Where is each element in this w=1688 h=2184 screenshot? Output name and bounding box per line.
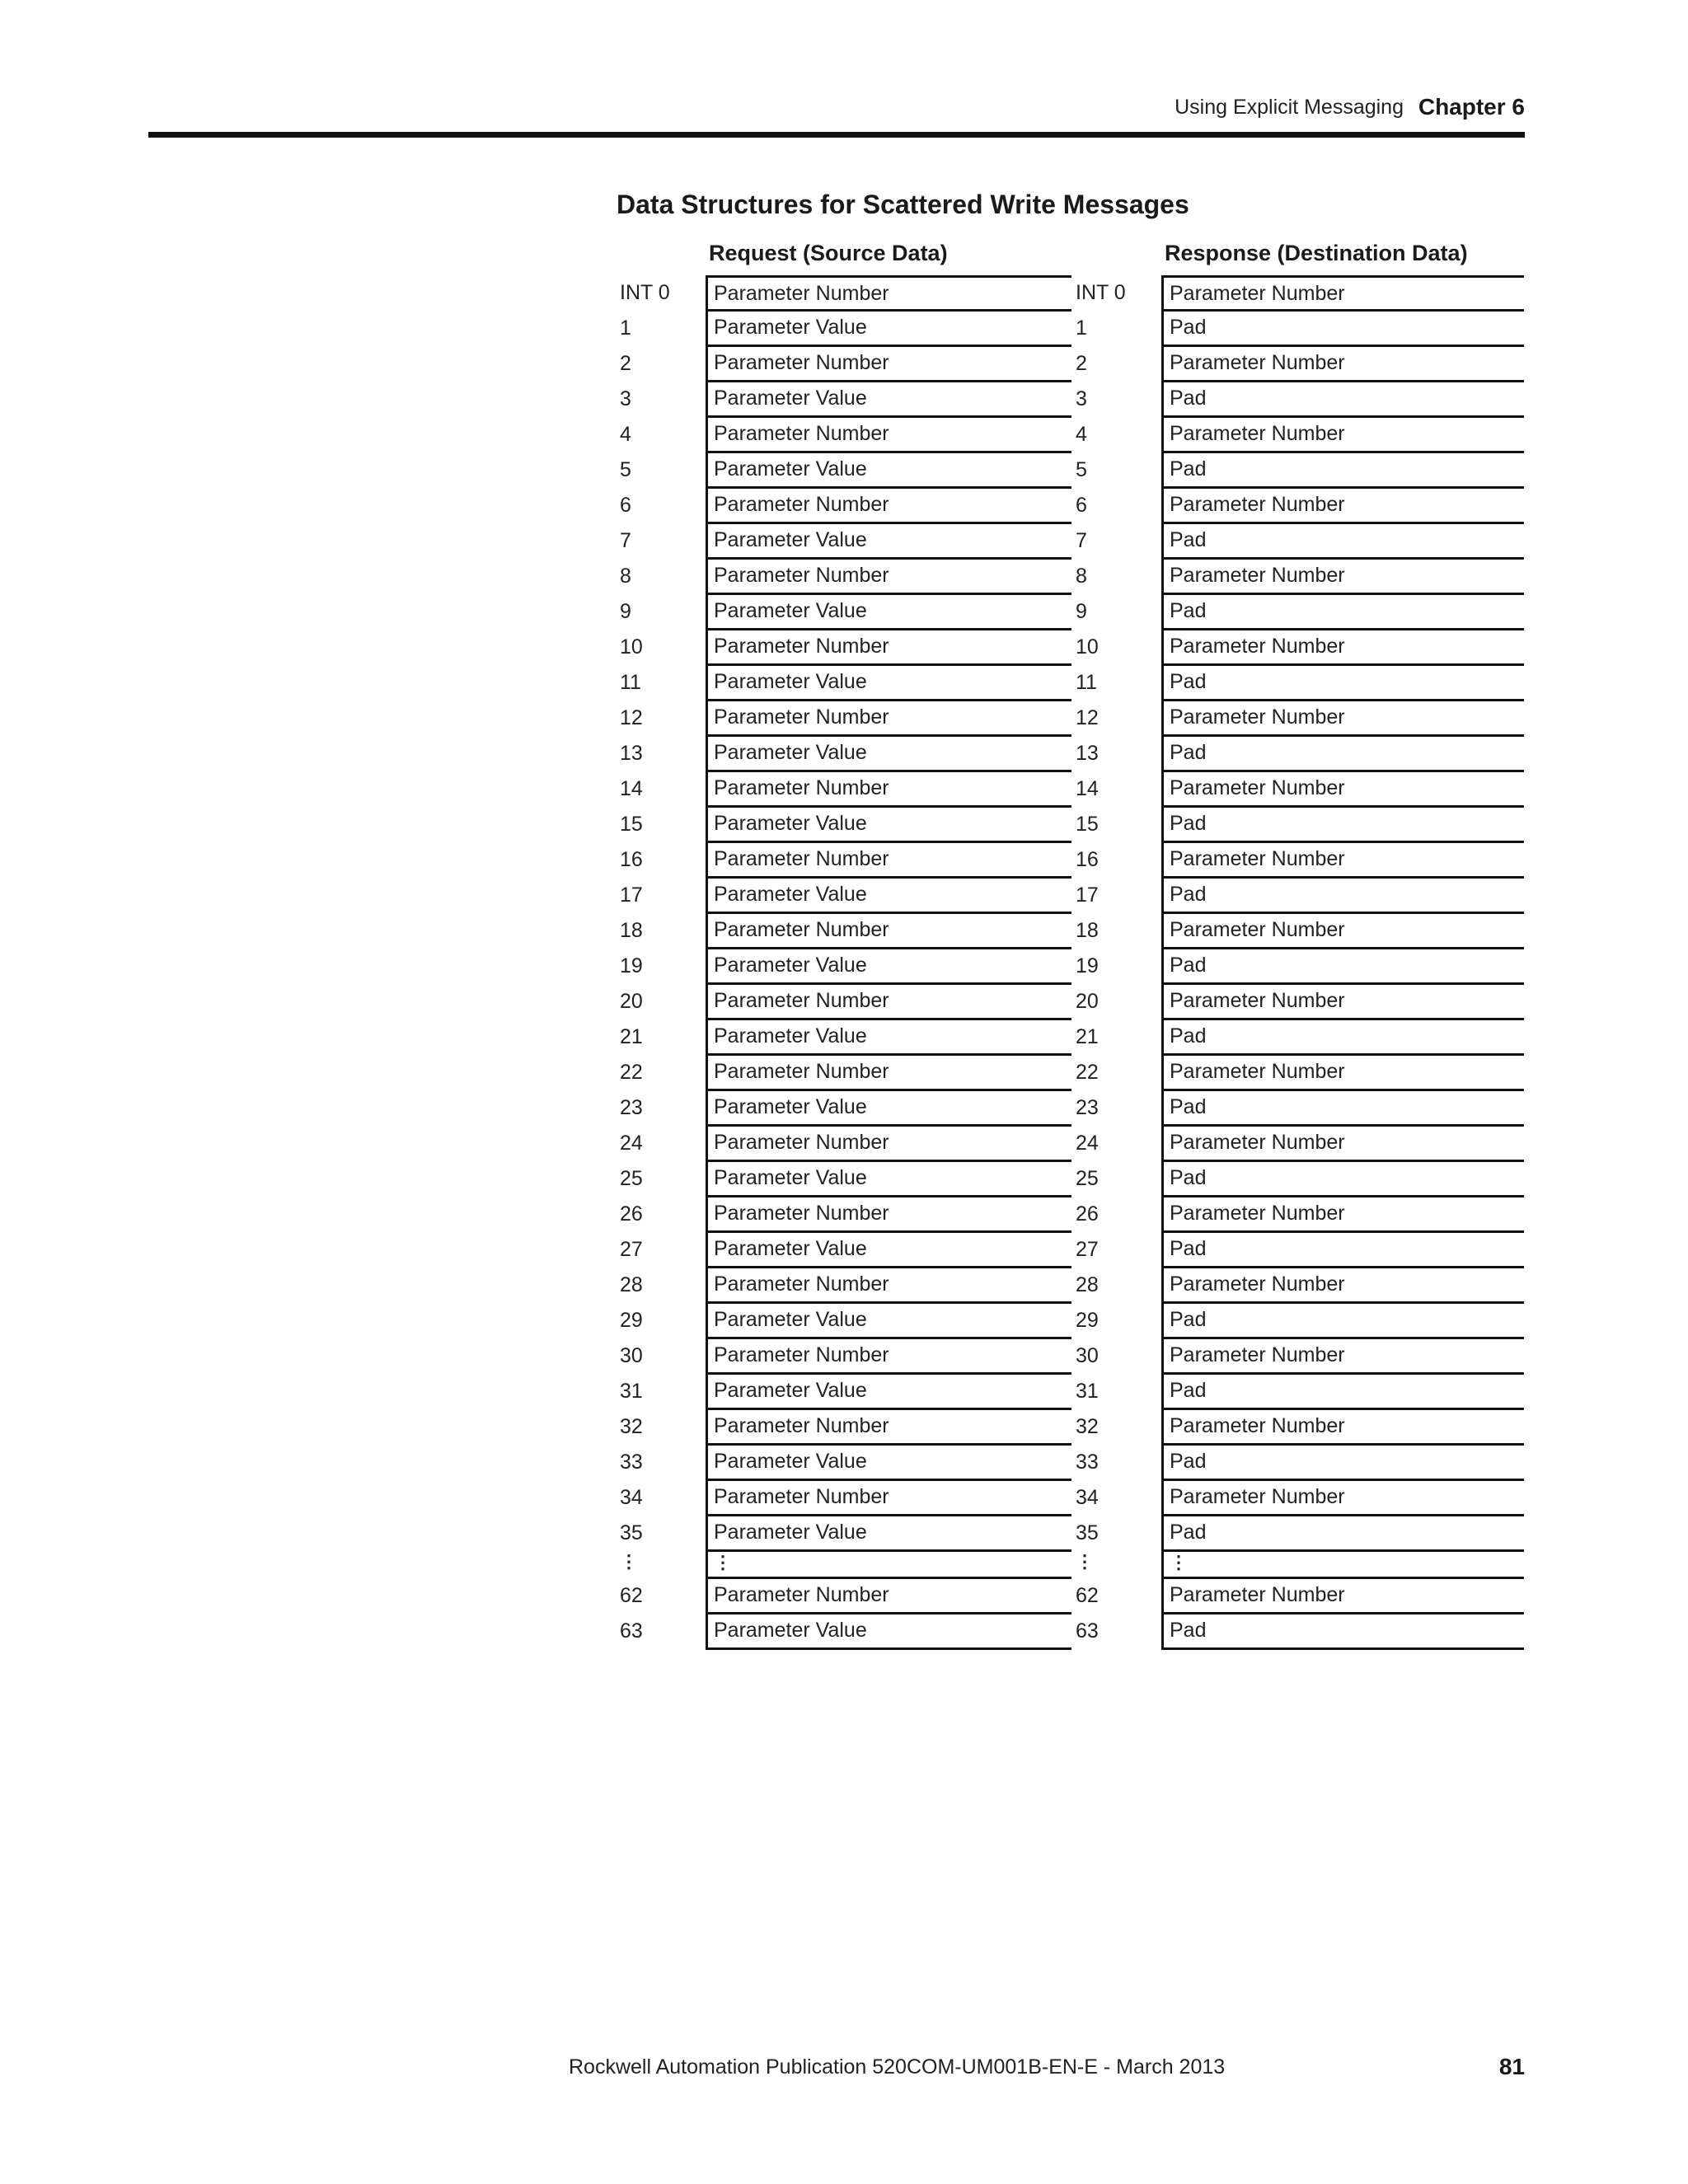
request-row-index: 27	[620, 1238, 643, 1261]
request-row-index: 3	[620, 387, 631, 410]
request-row-field: Parameter Value	[706, 665, 1071, 701]
response-row-field: Pad	[1161, 1516, 1524, 1552]
request-row-field: Parameter Value	[706, 1614, 1071, 1650]
request-row-field: Parameter Number	[706, 1338, 1071, 1375]
request-row-field: Parameter Value	[706, 949, 1071, 985]
response-row-index: 1	[1076, 316, 1087, 340]
request-row-index: 13	[620, 742, 643, 765]
request-row-field: Parameter Value	[706, 382, 1071, 418]
request-row-field: Parameter Value	[706, 523, 1071, 560]
response-row-index: 21	[1076, 1025, 1099, 1048]
response-row-index: 62	[1076, 1584, 1099, 1607]
request-row-index: 22	[620, 1061, 643, 1084]
response-row-index: 17	[1076, 883, 1099, 907]
response-ellipsis: ⋮	[1170, 1552, 1188, 1572]
response-row-index: 6	[1076, 494, 1087, 517]
response-row-index: 22	[1076, 1061, 1099, 1084]
request-row-index: 17	[620, 883, 643, 907]
request-row-index: 62	[620, 1584, 643, 1607]
request-row-field: Parameter Number	[706, 1409, 1071, 1446]
response-heading: Response (Destination Data)	[1165, 241, 1468, 265]
request-row-field: Parameter Value	[706, 1374, 1071, 1410]
request-row-index: 20	[620, 990, 643, 1013]
response-row-index: 18	[1076, 919, 1099, 942]
response-row-index: 2	[1076, 352, 1087, 375]
request-row-index: ⋮	[620, 1551, 638, 1572]
response-row-field: Pad	[1161, 311, 1524, 347]
request-row-index: 12	[620, 706, 643, 729]
request-row-index: 30	[620, 1344, 643, 1367]
request-row-index: 16	[620, 848, 643, 871]
response-row-index: 4	[1076, 423, 1087, 446]
request-row-field: Parameter Value	[706, 736, 1071, 772]
response-row-index: 11	[1076, 671, 1097, 694]
response-row-field: Pad	[1161, 1090, 1524, 1127]
response-row-field: Parameter Number	[1161, 275, 1524, 312]
response-row-field: Parameter Number	[1161, 1055, 1524, 1091]
request-row-field: Parameter Number	[706, 1126, 1071, 1162]
response-row-index: 7	[1076, 529, 1087, 552]
request-ellipsis: ⋮	[714, 1552, 732, 1572]
request-row-field: Parameter Number	[706, 984, 1071, 1020]
request-row-index: 31	[620, 1380, 643, 1403]
response-row-index: 12	[1076, 706, 1099, 729]
request-row-field: Parameter Number	[706, 913, 1071, 949]
section-title: Using Explicit Messaging	[1175, 96, 1404, 119]
request-row-field: Parameter Number	[706, 417, 1071, 453]
response-row-index: 27	[1076, 1238, 1099, 1261]
response-row-field: Pad	[1161, 1161, 1524, 1197]
response-row-field: Pad	[1161, 878, 1524, 914]
request-row-index: 8	[620, 565, 631, 588]
request-row-field: Parameter Number	[706, 346, 1071, 382]
request-heading: Request (Source Data)	[709, 241, 948, 265]
response-row-field: Pad	[1161, 1303, 1524, 1339]
request-row-field: Parameter Value	[706, 452, 1071, 489]
response-row-index: 28	[1076, 1273, 1099, 1296]
response-row-index: 26	[1076, 1202, 1099, 1226]
request-row-index: 29	[620, 1309, 643, 1332]
response-row-field: Pad	[1161, 1445, 1524, 1481]
response-row-index: 16	[1076, 848, 1099, 871]
response-row-index: 3	[1076, 387, 1087, 410]
response-row-field: Pad	[1161, 665, 1524, 701]
request-row-field: Parameter Number	[706, 771, 1071, 808]
response-row-field: Pad	[1161, 523, 1524, 560]
request-row-index: 26	[620, 1202, 643, 1226]
response-row-index: 8	[1076, 565, 1087, 588]
response-row-index: 19	[1076, 954, 1099, 977]
response-row-index: 31	[1076, 1380, 1099, 1403]
response-row-index: 15	[1076, 813, 1099, 836]
response-row-index: 33	[1076, 1451, 1099, 1474]
response-row-index: 25	[1076, 1167, 1099, 1190]
request-row-index: 18	[620, 919, 643, 942]
response-row-field	[1161, 1551, 1524, 1579]
request-row-field: Parameter Value	[706, 1232, 1071, 1268]
request-row-field: Parameter Value	[706, 878, 1071, 914]
response-row-index: 20	[1076, 990, 1099, 1013]
request-row-field	[706, 1551, 1071, 1579]
request-row-index: 33	[620, 1451, 643, 1474]
request-row-field: Parameter Number	[706, 1480, 1071, 1516]
request-row-index: 24	[620, 1132, 643, 1155]
request-row-field: Parameter Value	[706, 1161, 1071, 1197]
publication-footer: Rockwell Automation Publication 520COM-UM001B-EN-E - March 2013	[569, 2055, 1226, 2079]
request-row-index: 23	[620, 1096, 643, 1119]
request-row-index: 63	[620, 1619, 643, 1643]
request-row-field: Parameter Number	[706, 842, 1071, 879]
request-row-index: 9	[620, 600, 631, 623]
request-row-field: Parameter Value	[706, 1090, 1071, 1127]
request-row-field: Parameter Number	[706, 1268, 1071, 1304]
request-row-index: 14	[620, 777, 643, 800]
response-row-index: 63	[1076, 1619, 1099, 1643]
response-row-field: Parameter Number	[1161, 1480, 1524, 1516]
response-row-field: Parameter Number	[1161, 1338, 1524, 1375]
request-row-field: Parameter Value	[706, 594, 1071, 630]
figure-title: Data Structures for Scattered Write Messages	[617, 190, 1189, 219]
response-row-field: Pad	[1161, 736, 1524, 772]
response-row-index: INT 0	[1076, 281, 1126, 304]
request-row-index: 34	[620, 1486, 643, 1509]
request-row-field: Parameter Value	[706, 311, 1071, 347]
response-row-field: Pad	[1161, 1614, 1524, 1650]
chapter-label: Chapter 6	[1418, 94, 1525, 120]
request-row-field: Parameter Number	[706, 1197, 1071, 1233]
response-row-field: Parameter Number	[1161, 1197, 1524, 1233]
response-row-field: Parameter Number	[1161, 842, 1524, 879]
response-row-field: Parameter Number	[1161, 1578, 1524, 1615]
response-row-index: 14	[1076, 777, 1099, 800]
request-row-field: Parameter Number	[706, 488, 1071, 524]
request-row-index: 11	[620, 671, 641, 694]
response-row-index: 23	[1076, 1096, 1099, 1119]
request-row-index: 4	[620, 423, 631, 446]
request-row-index: 19	[620, 954, 643, 977]
page-header	[148, 82, 1525, 138]
response-row-index: 32	[1076, 1415, 1099, 1438]
request-row-field: Parameter Number	[706, 701, 1071, 737]
response-row-index: ⋮	[1076, 1551, 1094, 1572]
response-row-index: 9	[1076, 600, 1087, 623]
response-row-index: 10	[1076, 635, 1099, 658]
request-row-index: INT 0	[620, 281, 670, 304]
response-row-field: Pad	[1161, 594, 1524, 630]
request-row-field: Parameter Value	[706, 1303, 1071, 1339]
request-row-field: Parameter Number	[706, 1578, 1071, 1615]
response-row-index: 34	[1076, 1486, 1099, 1509]
response-row-field: Parameter Number	[1161, 488, 1524, 524]
request-row-field: Parameter Value	[706, 1516, 1071, 1552]
request-row-index: 35	[620, 1521, 643, 1544]
response-row-field: Parameter Number	[1161, 701, 1524, 737]
request-row-index: 1	[620, 316, 631, 340]
request-row-field: Parameter Number	[706, 275, 1071, 312]
response-row-field: Pad	[1161, 1374, 1524, 1410]
request-row-index: 32	[620, 1415, 643, 1438]
response-row-field: Parameter Number	[1161, 630, 1524, 666]
response-row-index: 24	[1076, 1132, 1099, 1155]
response-row-field: Pad	[1161, 949, 1524, 985]
response-row-field: Parameter Number	[1161, 984, 1524, 1020]
response-row-field: Pad	[1161, 382, 1524, 418]
request-row-index: 6	[620, 494, 631, 517]
response-row-field: Pad	[1161, 1232, 1524, 1268]
request-row-index: 2	[620, 352, 631, 375]
request-row-field: Parameter Value	[706, 807, 1071, 843]
response-row-field: Parameter Number	[1161, 1126, 1524, 1162]
request-row-field: Parameter Number	[706, 1055, 1071, 1091]
response-row-field: Pad	[1161, 1019, 1524, 1056]
response-row-field: Parameter Number	[1161, 913, 1524, 949]
response-row-index: 29	[1076, 1309, 1099, 1332]
response-row-field: Parameter Number	[1161, 1268, 1524, 1304]
request-row-index: 10	[620, 635, 643, 658]
request-row-index: 7	[620, 529, 631, 552]
request-row-index: 25	[620, 1167, 643, 1190]
request-row-field: Parameter Number	[706, 559, 1071, 595]
request-row-index: 28	[620, 1273, 643, 1296]
response-row-index: 13	[1076, 742, 1099, 765]
request-row-index: 21	[620, 1025, 643, 1048]
request-row-field: Parameter Value	[706, 1019, 1071, 1056]
response-row-field: Pad	[1161, 807, 1524, 843]
response-row-index: 35	[1076, 1521, 1099, 1544]
response-row-field: Parameter Number	[1161, 559, 1524, 595]
response-row-field: Parameter Number	[1161, 346, 1524, 382]
response-row-field: Pad	[1161, 452, 1524, 489]
page-number: 81	[1498, 2054, 1525, 2079]
request-row-field: Parameter Number	[706, 630, 1071, 666]
request-row-index: 15	[620, 813, 643, 836]
response-row-field: Parameter Number	[1161, 417, 1524, 453]
response-row-index: 5	[1076, 458, 1087, 481]
request-row-index: 5	[620, 458, 631, 481]
response-row-field: Parameter Number	[1161, 1409, 1524, 1446]
response-row-index: 30	[1076, 1344, 1099, 1367]
request-row-field: Parameter Value	[706, 1445, 1071, 1481]
response-row-field: Parameter Number	[1161, 771, 1524, 808]
